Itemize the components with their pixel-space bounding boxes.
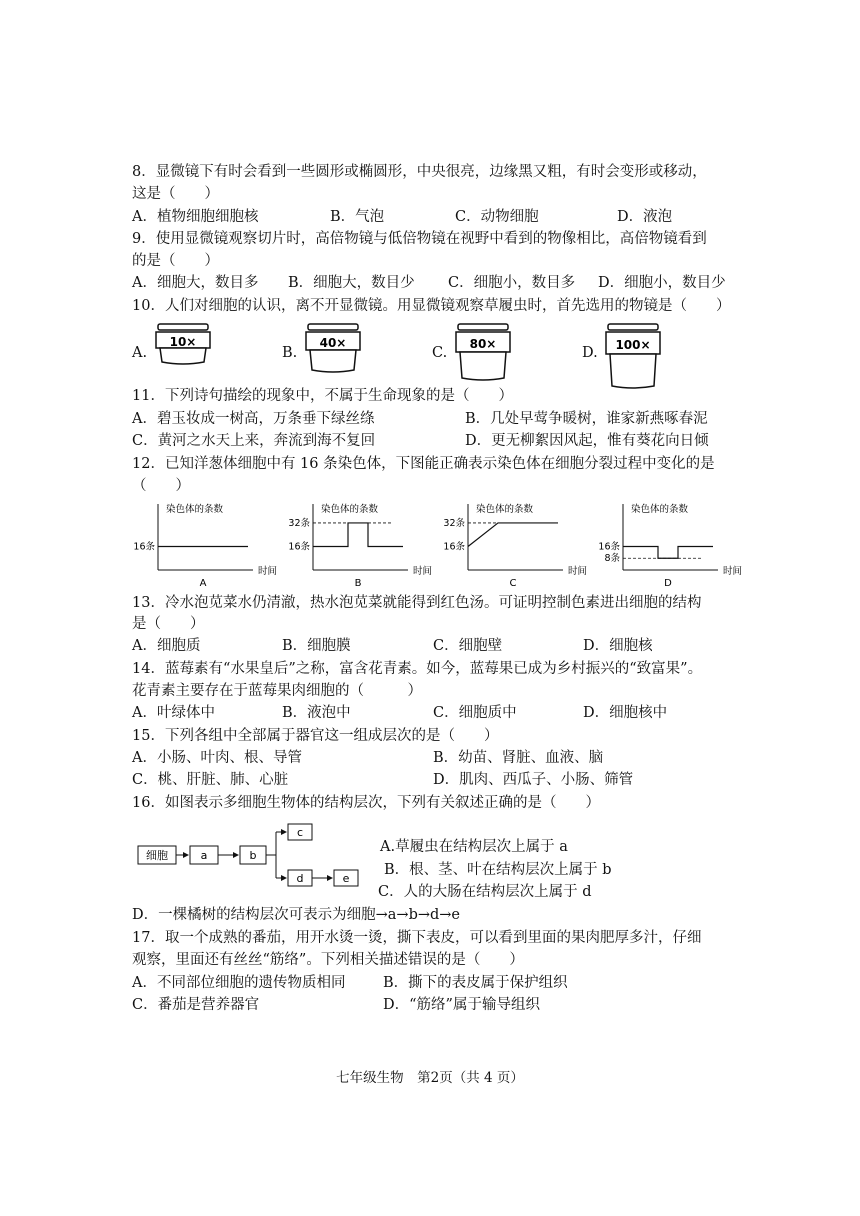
q14-option-d: D．细胞核中 — [583, 705, 668, 721]
q15-option-a: A．小肠、叶肉、根、导管 — [132, 750, 302, 766]
q8-option-a: A．植物细胞细胞核 — [132, 209, 259, 225]
q10-magnification-d: 100× — [615, 338, 651, 352]
q12-chart-b-letter: B — [354, 578, 362, 589]
q10-stem: 10．人们对细胞的认识，离不开显微镜。用显微镜观察草履虫时，首先选用的物镜是（ ） — [132, 298, 731, 314]
q17-stem-cont: 观察，里面还有丝丝“筋络”。下列相关描述错误的是（ ） — [132, 952, 524, 968]
q12-chart-c-letter: C — [509, 578, 517, 589]
q10-magnification-b: 40× — [319, 336, 347, 350]
node-d: d — [296, 872, 304, 885]
q12-chart-d-tick-16: 16条 — [598, 541, 620, 553]
q12-stem: 12．已知洋葱体细胞中有 16 条染色体，下图能正确表示染色体在细胞分裂过程中变化的是 — [132, 456, 715, 472]
q10-magnification-c: 80× — [469, 337, 497, 351]
q16-hierarchy-diagram — [134, 820, 374, 892]
q12-chart-d-ylabel: 染色体的条数 — [631, 504, 689, 515]
q8-option-c: C．动物细胞 — [455, 209, 539, 225]
q14-option-a: A．叶绿体中 — [132, 705, 215, 721]
q15-stem: 15．下列各组中全部属于器官这一组成层次的是（ ） — [132, 728, 499, 744]
q10-objective-lens-d — [602, 322, 664, 382]
q9-stem: 9．使用显微镜观察切片时，高倍物镜与低倍物镜在视野中看到的物像相比，高倍物镜看到 — [132, 231, 707, 247]
q11-stem: 11．下列诗句描绘的现象中，不属于生命现象的是（ ） — [132, 388, 513, 404]
q12-chart-d-xlabel: 时间 — [723, 566, 743, 577]
q12-chart-a-xlabel: 时间 — [258, 566, 278, 577]
q9-option-b: B．细胞大，数目少 — [288, 275, 415, 291]
node-c: c — [296, 826, 304, 839]
q13-stem-cont: 是（ ） — [132, 616, 205, 632]
q10-option-a-letter: A. — [132, 345, 148, 361]
q12-stem-cont: （ ） — [132, 478, 190, 494]
q14-option-c: C．细胞质中 — [433, 705, 517, 721]
q15-option-c: C．桃、肝脏、肺、心脏 — [132, 772, 289, 788]
q15-option-b: B．幼苗、肾脏、血液、脑 — [433, 750, 604, 766]
q17-option-a: A．不同部位细胞的遗传物质相同 — [132, 975, 346, 991]
q10-option-c-letter: C. — [432, 345, 448, 361]
q17-option-b: B．撕下的表皮属于保护组织 — [383, 975, 568, 991]
q11-option-c: C．黄河之水天上来，奔流到海不复回 — [132, 433, 376, 449]
q16-option-b: B．根、茎、叶在结构层次上属于 b — [384, 862, 612, 878]
q17-option-c: C．番茄是营养器官 — [132, 997, 260, 1013]
q12-chart-b-series — [313, 523, 403, 547]
q13-option-d: D．细胞核 — [583, 638, 653, 654]
q16-option-c: C．人的大肠在结构层次上属于 d — [378, 884, 592, 900]
q11-option-a: A．碧玉妆成一树高，万条垂下绿丝绦 — [132, 411, 375, 427]
q9-option-d: D．细胞小，数目少 — [598, 275, 726, 291]
q9-option-c: C．细胞小，数目多 — [448, 275, 576, 291]
q14-stem-cont: 花青素主要存在于蓝莓果肉细胞的（ ） — [132, 683, 422, 699]
q10-objective-lens-b — [302, 322, 364, 382]
q12-chart-c-tick-32: 32条 — [443, 517, 465, 529]
q17-stem: 17．取一个成熟的番茄，用开水烫一烫，撕下表皮，可以看到里面的果肉肥厚多汁，仔细 — [132, 930, 702, 946]
q11-option-d: D．更无柳絮因风起，惟有葵花向日倾 — [465, 433, 709, 449]
q16-option-a: A.草履虫在结构层次上属于 a — [380, 839, 568, 855]
q8-option-d: D．液泡 — [617, 209, 673, 225]
page-footer: 七年级生物 第2页（共 4 页） — [336, 1070, 524, 1086]
q16-option-d: D．一棵橘树的结构层次可表示为细胞→a→b→d→e — [132, 907, 461, 923]
q10-objective-lens-c — [452, 322, 514, 382]
q12-chart-d-letter: D — [664, 578, 672, 589]
q12-chart-a-letter: A — [199, 578, 207, 589]
q13-option-a: A．细胞质 — [132, 638, 201, 654]
q9-stem-cont: 的是（ ） — [132, 253, 219, 269]
q8-option-b: B．气泡 — [330, 209, 385, 225]
q10-option-b-letter: B. — [282, 345, 298, 361]
q12-chart-c-xlabel: 时间 — [568, 566, 588, 577]
node-cell: 细胞 — [146, 849, 168, 862]
q14-option-b: B．液泡中 — [282, 705, 351, 721]
q12-chart-c-ylabel: 染色体的条数 — [476, 504, 534, 515]
q12-chart-a-ylabel: 染色体的条数 — [166, 504, 224, 515]
q12-chart-b-xlabel: 时间 — [413, 566, 433, 577]
q13-option-c: C．细胞壁 — [433, 638, 503, 654]
q10-option-d-letter: D. — [582, 345, 598, 361]
q10-objective-lens-a — [152, 322, 214, 382]
q17-option-d: D．“筋络”属于输导组织 — [383, 997, 540, 1013]
q13-stem: 13．冷水泡苋菜水仍清澈，热水泡苋菜就能得到红色汤。可证明控制色素进出细胞的结构 — [132, 595, 702, 611]
q12-chart-b-tick-32: 32条 — [288, 517, 310, 529]
q10-magnification-a: 10× — [169, 335, 197, 349]
q8-stem: 8．显微镜下有时会看到一些圆形或椭圆形，中央很亮，边缘黑又粗，有时会变形或移动， — [132, 164, 707, 180]
q16-stem: 16．如图表示多细胞生物体的结构层次，下列有关叙述正确的是（ ） — [132, 795, 600, 811]
q12-chart-b-tick-16: 16条 — [288, 541, 310, 553]
node-e: e — [342, 872, 350, 885]
q12-chart-a-tick-16: 16条 — [133, 541, 155, 553]
q9-option-a: A．细胞大，数目多 — [132, 275, 259, 291]
q12-chart-d-series — [623, 546, 713, 558]
q12-chart-d-tick-8: 8条 — [604, 553, 620, 565]
q12-chart-c-tick-16: 16条 — [443, 541, 465, 553]
q12-chart-b-ylabel: 染色体的条数 — [321, 504, 379, 515]
q8-stem-cont: 这是（ ） — [132, 186, 219, 202]
q13-option-b: B．细胞膜 — [282, 638, 351, 654]
q14-stem: 14．蓝莓素有“水果皇后”之称，富含花青素。如今，蓝莓果已成为乡村振兴的“致富果”。 — [132, 661, 703, 677]
q15-option-d: D．肌肉、西瓜子、小肠、筛管 — [433, 772, 634, 788]
q12-chromosome-charts — [128, 500, 743, 590]
q11-option-b: B．几处早莺争暖树，谁家新燕啄春泥 — [465, 411, 708, 427]
q12-chart-c-series — [468, 523, 558, 547]
node-b: b — [249, 849, 257, 862]
node-a: a — [200, 849, 208, 862]
